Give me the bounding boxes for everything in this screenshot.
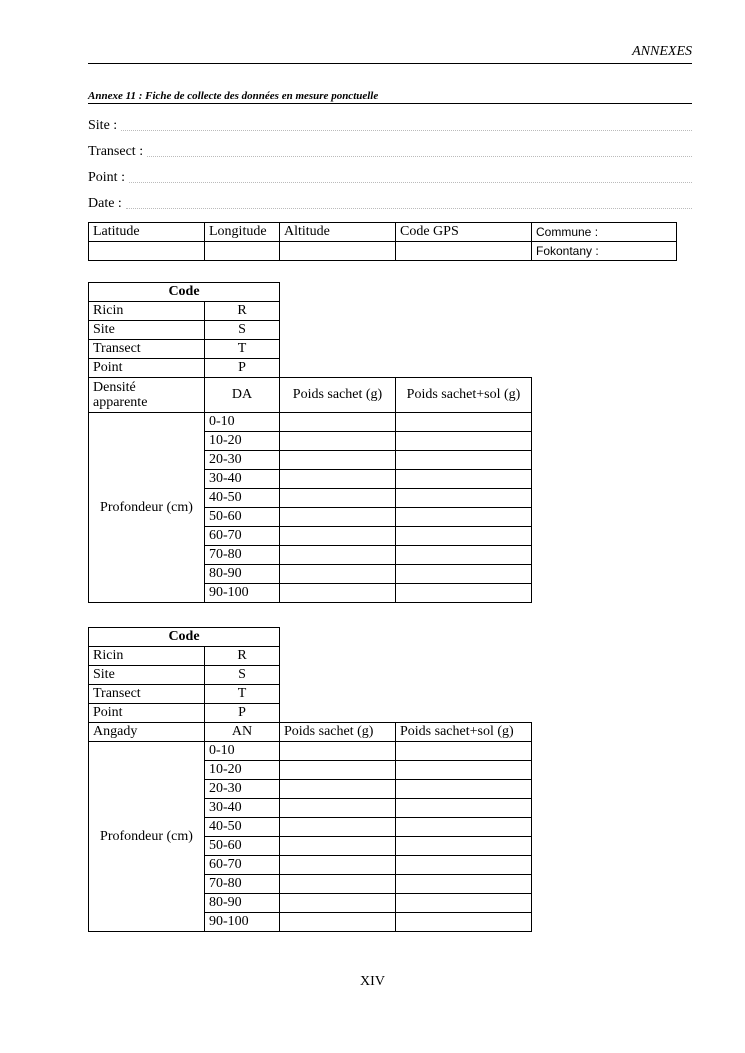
weight-cell	[280, 584, 396, 603]
depth-value: 90-100	[205, 584, 280, 603]
angady-table	[88, 627, 532, 932]
weight-soil-cell	[396, 508, 532, 527]
weight-cell	[280, 489, 396, 508]
measure-label: Angady	[89, 723, 205, 742]
field-label: Date :	[88, 196, 122, 211]
field-line	[121, 118, 692, 131]
code-value: T	[205, 340, 280, 359]
weight-cell	[280, 565, 396, 584]
weight-soil-cell	[396, 432, 532, 451]
header-poids-sachet-sol: Poids sachet+sol (g)	[396, 378, 532, 413]
weight-soil-cell	[396, 742, 532, 761]
weight-cell	[280, 780, 396, 799]
code-value: R	[205, 647, 280, 666]
weight-cell	[280, 527, 396, 546]
running-header: ANNEXES	[88, 43, 692, 64]
measure-code: DA	[205, 378, 280, 413]
weight-cell	[280, 470, 396, 489]
measure-label	[89, 378, 205, 413]
depth-value: 50-60	[205, 508, 280, 527]
measure-label-line2: apparente	[93, 395, 148, 410]
density-table	[88, 282, 532, 603]
depth-value: 10-20	[205, 432, 280, 451]
code-value: P	[205, 704, 280, 723]
field-line	[129, 170, 692, 183]
header-poids-sachet: Poids sachet (g)	[280, 378, 396, 413]
depth-value: 70-80	[205, 546, 280, 565]
weight-soil-cell	[396, 527, 532, 546]
weight-cell	[280, 799, 396, 818]
field-line	[126, 196, 692, 209]
depth-value: 80-90	[205, 565, 280, 584]
depth-label: Profondeur (cm)	[89, 413, 205, 603]
weight-cell	[280, 432, 396, 451]
weight-soil-cell	[396, 799, 532, 818]
depth-value: 20-30	[205, 780, 280, 799]
weight-soil-cell	[396, 818, 532, 837]
weight-soil-cell	[396, 489, 532, 508]
depth-value: 40-50	[205, 818, 280, 837]
code-label: Transect	[89, 685, 205, 704]
field-label: Site :	[88, 118, 118, 133]
weight-cell	[280, 451, 396, 470]
field-site	[88, 118, 692, 136]
code-value: S	[205, 321, 280, 340]
commune-label: Commune :	[532, 223, 677, 242]
depth-value: 60-70	[205, 856, 280, 875]
weight-cell	[280, 913, 396, 932]
weight-cell	[280, 761, 396, 780]
weight-cell	[280, 837, 396, 856]
weight-soil-cell	[396, 875, 532, 894]
weight-cell	[280, 742, 396, 761]
weight-soil-cell	[396, 413, 532, 432]
depth-label: Profondeur (cm)	[89, 742, 205, 932]
header-latitude: Latitude	[89, 223, 205, 242]
weight-soil-cell	[396, 546, 532, 565]
weight-cell	[280, 856, 396, 875]
fokontany-label: Fokontany :	[532, 242, 677, 261]
depth-value: 0-10	[205, 413, 280, 432]
field-point	[88, 170, 692, 188]
weight-soil-cell	[396, 451, 532, 470]
weight-soil-cell	[396, 856, 532, 875]
code-label: Ricin	[89, 302, 205, 321]
weight-soil-cell	[396, 470, 532, 489]
depth-value: 30-40	[205, 799, 280, 818]
weight-soil-cell	[396, 913, 532, 932]
cell-altitude	[280, 242, 396, 261]
depth-value: 30-40	[205, 470, 280, 489]
weight-cell	[280, 546, 396, 565]
depth-value: 70-80	[205, 875, 280, 894]
depth-value: 10-20	[205, 761, 280, 780]
depth-value: 20-30	[205, 451, 280, 470]
depth-value: 80-90	[205, 894, 280, 913]
annex-title: Annexe 11 : Fiche de collecte des données en mesure ponctuelle	[88, 89, 692, 104]
cell-latitude	[89, 242, 205, 261]
field-transect	[88, 144, 692, 162]
weight-soil-cell	[396, 837, 532, 856]
code-label: Ricin	[89, 647, 205, 666]
weight-soil-cell	[396, 761, 532, 780]
code-value: R	[205, 302, 280, 321]
weight-soil-cell	[396, 894, 532, 913]
weight-cell	[280, 508, 396, 527]
code-value: P	[205, 359, 280, 378]
code-header: Code	[89, 283, 280, 302]
code-label: Point	[89, 704, 205, 723]
header-code-gps: Code GPS	[396, 223, 532, 242]
weight-cell	[280, 894, 396, 913]
field-label: Transect :	[88, 144, 144, 159]
code-label: Point	[89, 359, 205, 378]
code-value: T	[205, 685, 280, 704]
gps-table	[88, 222, 677, 261]
code-label: Site	[89, 666, 205, 685]
weight-soil-cell	[396, 584, 532, 603]
header-poids-sachet: Poids sachet (g)	[280, 723, 396, 742]
weight-cell	[280, 818, 396, 837]
field-date	[88, 196, 692, 214]
code-label: Transect	[89, 340, 205, 359]
code-header: Code	[89, 628, 280, 647]
depth-value: 60-70	[205, 527, 280, 546]
weight-cell	[280, 413, 396, 432]
depth-value: 0-10	[205, 742, 280, 761]
header-longitude: Longitude	[205, 223, 280, 242]
depth-value: 40-50	[205, 489, 280, 508]
weight-cell	[280, 875, 396, 894]
measure-code: AN	[205, 723, 280, 742]
depth-value: 50-60	[205, 837, 280, 856]
header-poids-sachet-sol: Poids sachet+sol (g)	[396, 723, 532, 742]
code-value: S	[205, 666, 280, 685]
code-label: Site	[89, 321, 205, 340]
cell-longitude	[205, 242, 280, 261]
weight-soil-cell	[396, 565, 532, 584]
measure-label-line1: Densité	[93, 380, 136, 395]
page-number: XIV	[360, 974, 385, 989]
header-altitude: Altitude	[280, 223, 396, 242]
depth-value: 90-100	[205, 913, 280, 932]
cell-code-gps	[396, 242, 532, 261]
field-label: Point :	[88, 170, 125, 185]
weight-soil-cell	[396, 780, 532, 799]
field-line	[147, 144, 692, 157]
